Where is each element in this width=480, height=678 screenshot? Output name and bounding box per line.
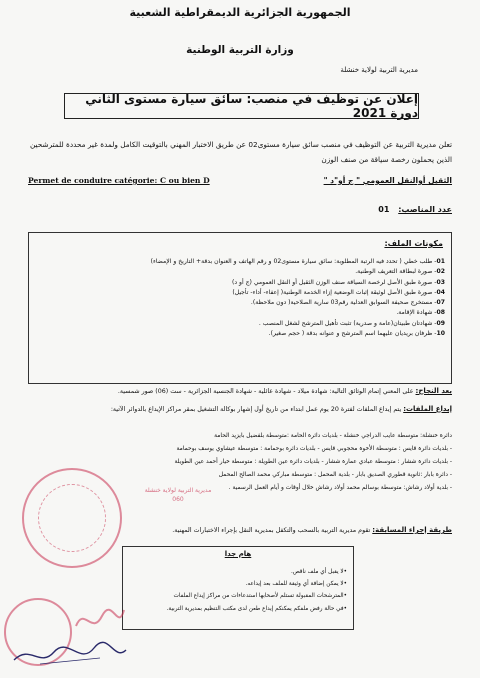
republic-header: الجمهورية الجزائرية الديمقراطية الشعبية (129, 6, 351, 19)
directorate-label: مديرية التربية لولاية خنشلة (340, 66, 418, 74)
list-item: • لا يمكن إضافة أي وثيقة للملف بعد إيداعه. (127, 578, 347, 590)
list-item: 09- شهادتان طبيتان(عامة و صدرية) تثبت تأهيل المترشح لشغل المنصب . (258, 319, 445, 327)
stamp-text (128, 486, 228, 504)
deposit-section (28, 404, 452, 416)
list-item: 02- صورة لبطاقة التعريف الوطنية. (355, 268, 445, 276)
after-success (28, 386, 452, 398)
procedure-label: طريقة إجراء المسابقة: (372, 526, 452, 534)
item-text: طلب خطي ( تحدد فيه الرتبة المطلوبة: سائق سيارة مستوى02 و رقم الهاتف و العنوان بدقة+ التاريخ و الإمضاء) (150, 258, 433, 265)
list-item: - بلدية أولاد رشاش: متوسطة بوسالم محمد أولاد رشاش خلال أوقات و أيام العمل الرسمية . (228, 485, 452, 491)
item-number: 01 (436, 258, 445, 265)
license-category-arabic: الثقيل أوالنقل العمومي " ج أو"د " (323, 176, 452, 185)
list-item: 07- مستخرج صحيفة السوابق العدلية رقم03 سارية الصلاحية( دون ملاحظة). (250, 299, 445, 307)
announcement-title (64, 93, 419, 119)
list-item: دائرة خنشلة: متوسطة عايب الدراجي خنشلة - بلديات دائرة الحامة :متوسطة بلفضيل بايزيد الحامة (214, 433, 452, 439)
item-text: مستخرج صحيفة السوابق العدلية رقم03 سارية الصلاحية( دون ملاحظة). (250, 299, 433, 307)
intro-paragraph: تعلن مديرية التربية عن التوظيف في منصب سائق سيارة مستوى02 عن طريق الاختبار المهني بالتوقيت الكامل ولمدة غير محددة للمترشحين الذين يحملون رخصة سياقة من صنف الوزن (30, 140, 452, 164)
list-item: • في حالة رفض ملفكم يمكنكم إيداع طعن لدى مكتب التنظيم بمديرية التربية. (127, 603, 347, 615)
item-text: شهادتان طبيتان(عامة و صدرية) تثبت تأهيل المترشح لشغل المنصب . (258, 319, 433, 327)
item-number: 04 (436, 288, 445, 296)
item-number: 09 (436, 319, 445, 327)
stamp-number: 060 (172, 496, 184, 503)
list-item: 08- شهادة الإقامة. (396, 309, 445, 317)
dossier-box (28, 232, 452, 384)
item-number: 02 (436, 268, 445, 276)
important-notes (122, 546, 354, 630)
positions-count-label: عدد المناصب: (398, 205, 452, 214)
item-text: صورة طبق الأصل لوثيقة إثبات الوضعية إزاء الخدمة الوطنية( إعفاء- أداء- تأجيل) (232, 288, 433, 296)
official-stamp (22, 468, 122, 568)
list-item: 10- ظرفان بريديان عليهما اسم المترشح و عنوانه بدقة ( حجم صغير). (268, 330, 445, 338)
list-item: 04- صورة طبق الأصل لوثيقة إثبات الوضعية إزاء الخدمة الوطنية( إعفاء- أداء- تأجيل) (232, 288, 445, 296)
positions-count (378, 205, 452, 214)
deposit-text: يتم إيداع الملفات لفترة 20 يوم عمل ابتداء من تاريخ أول إشهار بوكالة التشغيل بمقر مراكز الإيداع بالدوائر الآتية: (110, 406, 402, 413)
item-text: شهادة الإقامة. (396, 309, 433, 317)
notes-list (127, 566, 347, 615)
list-item: - دائرة بابار :ثانوية قطوري الصديق بابار - بلدية المحمل : متوسطة مباركي محمد الصالح المحمل (218, 472, 452, 478)
list-item: - بلديات دائرة قايس : متوسطة الأخوة محجوبي قايس - بلديات دائرة بوحمامة : متوسطة عيشاوي يوسف بوحمامة (176, 446, 452, 452)
notes-title: هام جدا (224, 550, 252, 558)
after-success-text: على المعني إتمام الوثائق التالية: شهادة ميلاد - شهادة عائلية - شهادة الجنسية الجزائرية - ست (06) صور شمسية. (117, 388, 414, 395)
dossier-list (35, 257, 445, 339)
item-number: 07 (436, 299, 445, 307)
dossier-title: مكونات الملف: (384, 239, 443, 248)
ministry-header: وزارة التربية الوطنية (186, 44, 294, 56)
positions-count-value: 01 (378, 205, 390, 214)
item-number: 10 (436, 330, 445, 338)
announcement-title-text: إعلان عن توظيف في منصب: سائق سيارة مستوى الثاني دورة 2021 (85, 92, 418, 120)
after-success-label: بعد النجاح: (415, 387, 452, 395)
deposit-label: إيداع الملفات: (403, 405, 452, 413)
stamp-label: مديرية التربية لولاية خنشلة (144, 487, 212, 494)
list-item: - بلديات دائرة ششار : متوسطة عبادي عمارة ششار - بلديات دائرة عين الطويلة : متوسطة خيار أحمد عين الطويلة (174, 459, 452, 465)
item-number: 08 (436, 309, 445, 317)
list-item: 01- طلب خطي ( تحدد فيه الرتبة المطلوبة: سائق سيارة مستوى02 و رقم الهاتف و العنوان بدقة+ التاريخ و الإمضاء) (150, 258, 445, 265)
license-category-french: Permet de conduire catégorie: C ou bien D (28, 176, 210, 185)
item-text: صورة طبق الأصل لرخصة السياقة صنف الوزن الثقيل أو النقل العمومي (ج أو د) (231, 278, 433, 286)
procedure-text: تقوم مديرية التربية بالسحب والتكفل بمديرية النقل بإجراء الاختبارات المهنية. (172, 527, 371, 534)
stamp-scribble (70, 596, 130, 646)
item-number: 03 (436, 278, 445, 286)
list-item: • لا يقبل أي ملف ناقص. (127, 566, 347, 578)
item-text: ظرفان بريديان عليهما اسم المترشح و عنوانه بدقة ( حجم صغير). (268, 330, 433, 338)
item-text: صورة لبطاقة التعريف الوطنية. (355, 268, 433, 276)
list-item: 03- صورة طبق الأصل لرخصة السياقة صنف الوزن الثقيل أو النقل العمومي (ج أو د) (231, 278, 445, 286)
list-item: • المترشحات المقبولة تستلم لأصحابها استدعاءات من مراكز إيداع الملفات (127, 590, 347, 602)
